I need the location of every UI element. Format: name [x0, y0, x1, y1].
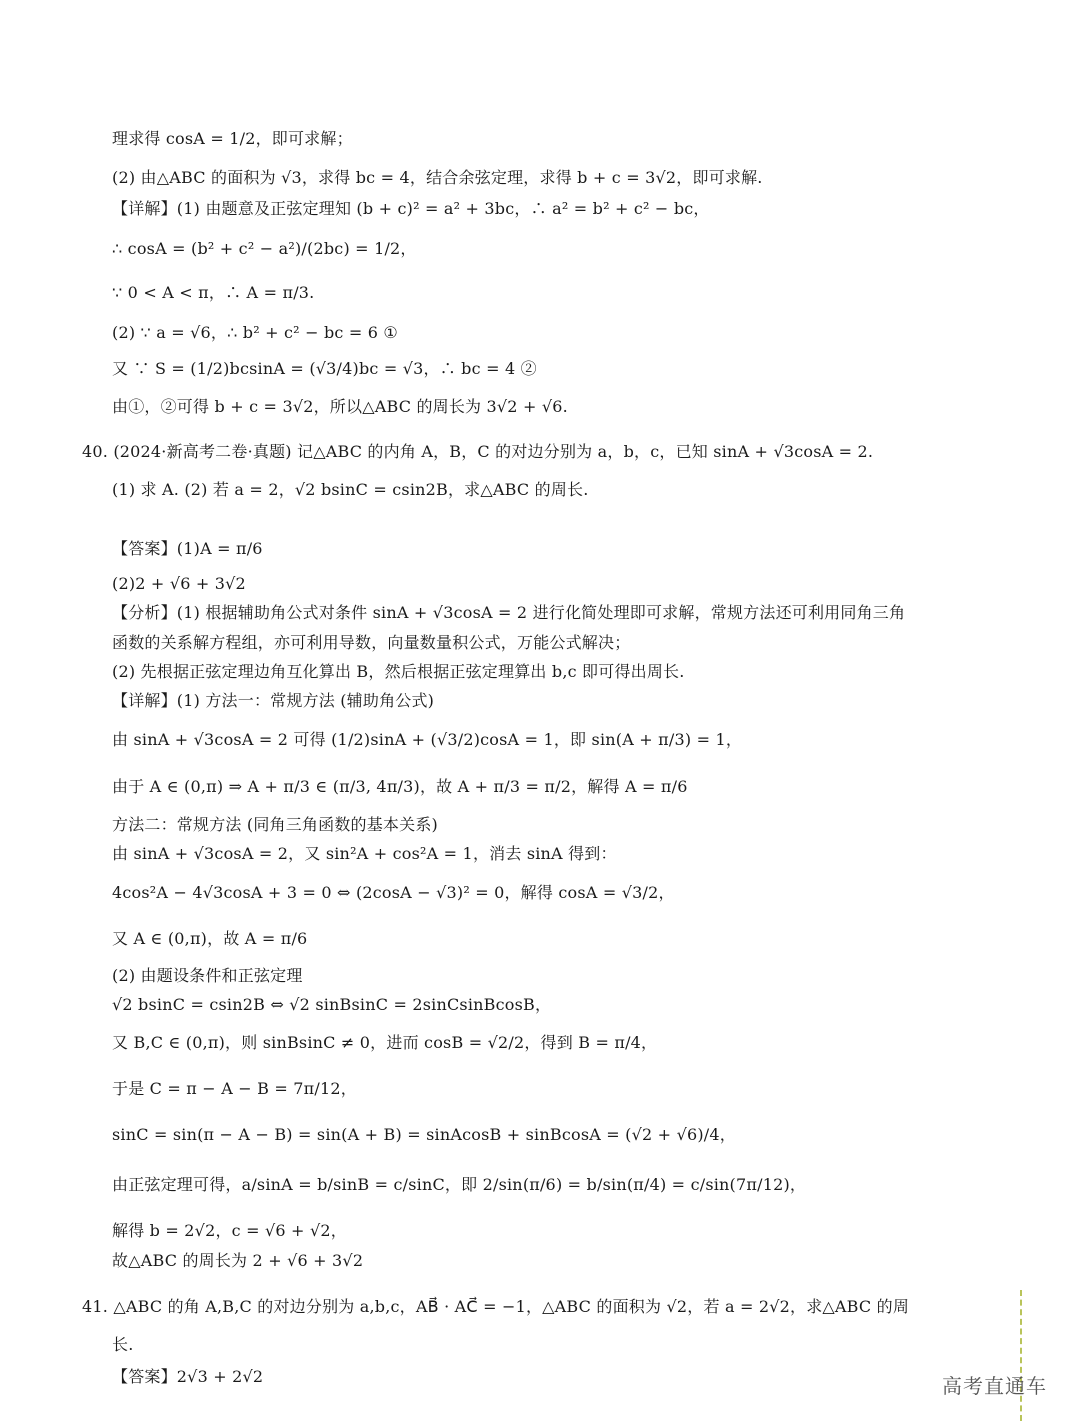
solution-line: 又 B,C ∈ (0,π)，则 sinBsinC ≠ 0，进而 cosB = √2/2，得到 B = π/4， — [112, 1033, 658, 1052]
answer-line: (2)2 + √6 + 3√2 — [112, 574, 246, 593]
question-40-stem: 40. (2024·新高考二卷·真题) 记△ABC 的内角 A，B，C 的对边分别为 a，b，c，已知 sinA + √3cosA = 2. — [82, 442, 874, 461]
solution-line: 4cos²A − 4√3cosA + 3 = 0 ⇔ (2cosA − √3)² = 0，解得 cosA = √3/2， — [112, 883, 675, 902]
solution-line: 方法二：常规方法 (同角三角函数的基本关系) — [112, 815, 438, 834]
text-line: (2) 由△ABC 的面积为 √3，求得 bc = 4，结合余弦定理，求得 b + c = 3√2，即可求解. — [112, 168, 763, 187]
text-line: ∵ 0 < A < π，∴ A = π/3. — [112, 283, 315, 302]
solution-line: 由 sinA + √3cosA = 2 可得 (1/2)sinA + (√3/2)cosA = 1，即 sin(A + π/3) = 1， — [112, 730, 743, 749]
analysis-line: 函数的关系解方程组，亦可利用导数，向量数量积公式，万能公式解决； — [112, 633, 631, 652]
watermark: 高考直通车 — [942, 1374, 1047, 1398]
solution-line: 解得 b = 2√2，c = √6 + √2， — [112, 1221, 347, 1240]
answer-line: 【答案】(1)A = π/6 — [112, 539, 263, 558]
question-40-parts: (1) 求 A. (2) 若 a = 2，√2 bsinC = csin2B，求△ABC 的周长. — [112, 480, 589, 499]
question-41-stem-continued: 长. — [112, 1335, 134, 1354]
text-line: ∴ cosA = (b² + c² − a²)/(2bc) = 1/2， — [112, 239, 417, 258]
text-line: 又 ∵ S = (1/2)bcsinA = (√3/4)bc = √3，∴ bc = 4 ② — [112, 359, 537, 378]
analysis-line: 【分析】(1) 根据辅助角公式对条件 sinA + √3cosA = 2 进行化简处理即可求解，常规方法还可利用同角三角 — [112, 603, 906, 622]
solution-line: 故△ABC 的周长为 2 + √6 + 3√2 — [112, 1251, 364, 1270]
solution-line: 于是 C = π − A − B = 7π/12， — [112, 1079, 357, 1098]
text-line: 理求得 cosA = 1/2，即可求解； — [112, 129, 353, 148]
solution-line: 由正弦定理可得，a/sinA = b/sinB = c/sinC，即 2/sin(π/6) = b/sin(π/4) = c/sin(7π/12)， — [112, 1175, 807, 1194]
solution-line: 由 sinA + √3cosA = 2，又 sin²A + cos²A = 1，消去 sinA 得到： — [112, 844, 617, 863]
question-41-stem: 41. △ABC 的角 A,B,C 的对边分别为 a,b,c，AB⃗ · AC⃗ = −1，△ABC 的面积为 √2，若 a = 2√2，求△ABC 的周 — [82, 1297, 910, 1316]
solution-line: 由于 A ∈ (0,π) ⇒ A + π/3 ∈ (π/3, 4π/3)，故 A + π/3 = π/2，解得 A = π/6 — [112, 777, 688, 796]
text-line: (2) ∵ a = √6，∴ b² + c² − bc = 6 ① — [112, 323, 398, 342]
solution-line: √2 bsinC = csin2B ⇔ √2 sinBsinC = 2sinCsinBcosB， — [112, 995, 552, 1014]
text-line: 由①，②可得 b + c = 3√2，所以△ABC 的周长为 3√2 + √6. — [112, 397, 568, 416]
analysis-line: (2) 先根据正弦定理边角互化算出 B，然后根据正弦定理算出 b,c 即可得出周长. — [112, 662, 685, 681]
text-line: 【详解】(1) 由题意及正弦定理知 (b + c)² = a² + 3bc，∴ a² = b² + c² − bc， — [112, 199, 710, 218]
solution-line: 【详解】(1) 方法一：常规方法 (辅助角公式) — [112, 691, 435, 710]
solution-line: sinC = sin(π − A − B) = sin(A + B) = sinAcosB + sinBcosA = (√2 + √6)/4， — [112, 1125, 736, 1144]
solution-line: 又 A ∈ (0,π)，故 A = π/6 — [112, 929, 308, 948]
answer-line: 【答案】2√3 + 2√2 — [112, 1367, 264, 1386]
solution-line: (2) 由题设条件和正弦定理 — [112, 966, 303, 985]
dashed-cut-line — [1020, 1290, 1022, 1421]
